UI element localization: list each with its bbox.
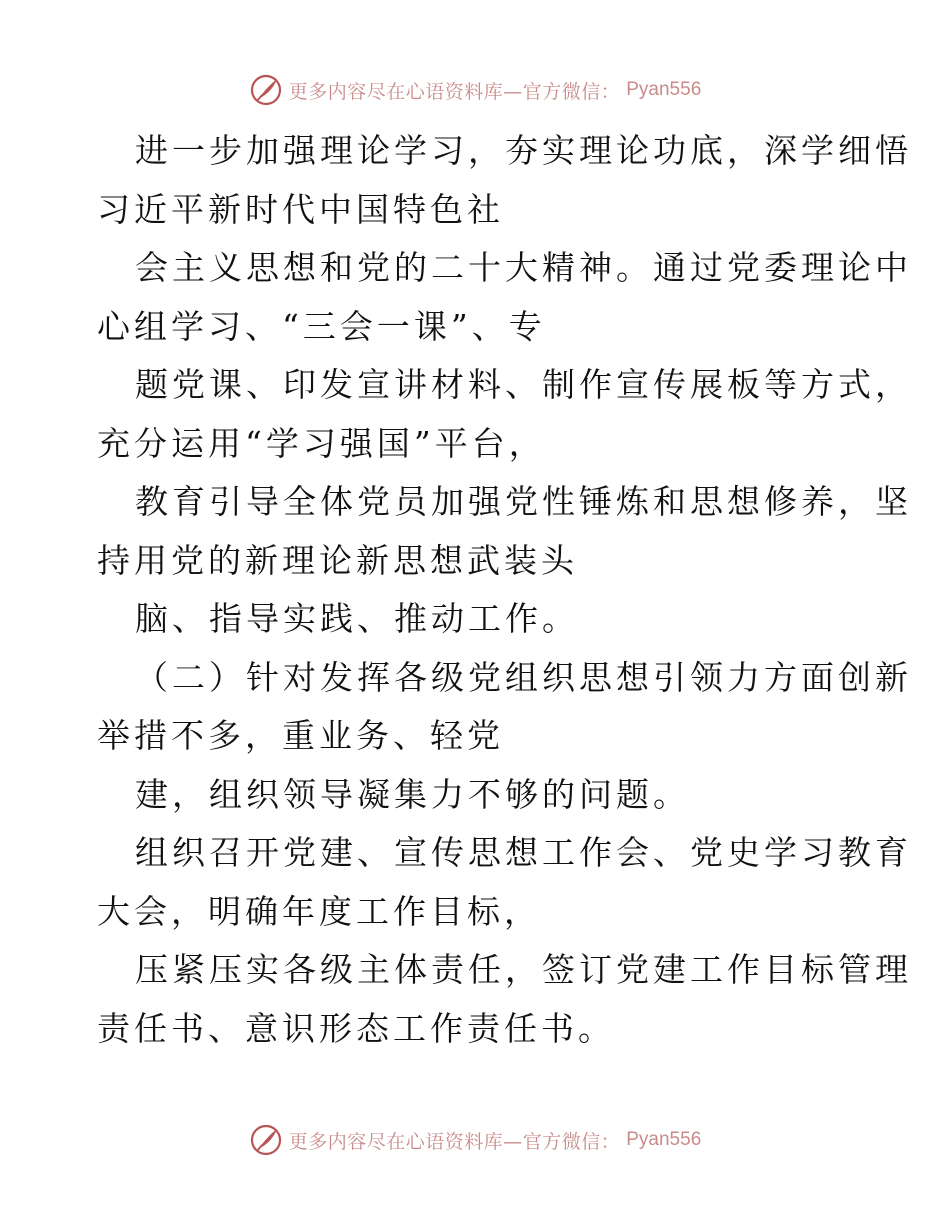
watermark-wechat-id: Pyan556 — [626, 79, 702, 100]
watermark-wechat-id: Pyan556 — [626, 1129, 702, 1150]
body-line: 习近平新时代中国特色社 — [97, 189, 504, 229]
body-line: 充分运用“学习强国”平台， — [97, 423, 546, 463]
body-line: 题党课、印发宣讲材料、制作宣传展板等方式， — [135, 365, 912, 404]
body-line: 教育引导全体党员加强党性锤炼和思想修养，坚 — [135, 482, 912, 521]
body-line: 大会，明确年度工作目标， — [97, 891, 541, 931]
body-line: 压紧压实各级主体责任，签订党建工作目标管理 — [135, 950, 912, 989]
watermark-text: 更多内容尽在心语资料库—官方微信： — [288, 80, 621, 103]
document-body — [97, 122, 912, 1058]
body-line: 举措不多，重业务、轻党 — [97, 716, 504, 755]
footer-watermark — [0, 1120, 950, 1160]
body-line: 心组学习、“三会一课”、专 — [97, 306, 546, 346]
section-heading-line: （二）针对发挥各级党组织思想引领力方面创新 — [135, 657, 912, 697]
body-line: 脑、指导实践、推动工作。 — [135, 599, 579, 638]
body-line: 进一步加强理论学习，夯实理论功底，深学细悟 — [135, 131, 912, 170]
header-watermark — [0, 70, 950, 110]
body-line: 持用党的新理论新思想武装头 — [97, 540, 578, 580]
feather-pen-logo-icon — [249, 1123, 283, 1157]
body-line: 会主义思想和党的二十大精神。通过党委理论中 — [135, 248, 912, 287]
body-line: 建，组织领导凝集力不够的问题。 — [135, 774, 690, 814]
body-line: 责任书、意识形态工作责任书。 — [97, 1008, 615, 1048]
watermark-text: 更多内容尽在心语资料库—官方微信： — [288, 1130, 621, 1153]
body-line: 组织召开党建、宣传思想工作会、党史学习教育 — [135, 833, 912, 872]
feather-pen-logo-icon — [249, 73, 283, 107]
